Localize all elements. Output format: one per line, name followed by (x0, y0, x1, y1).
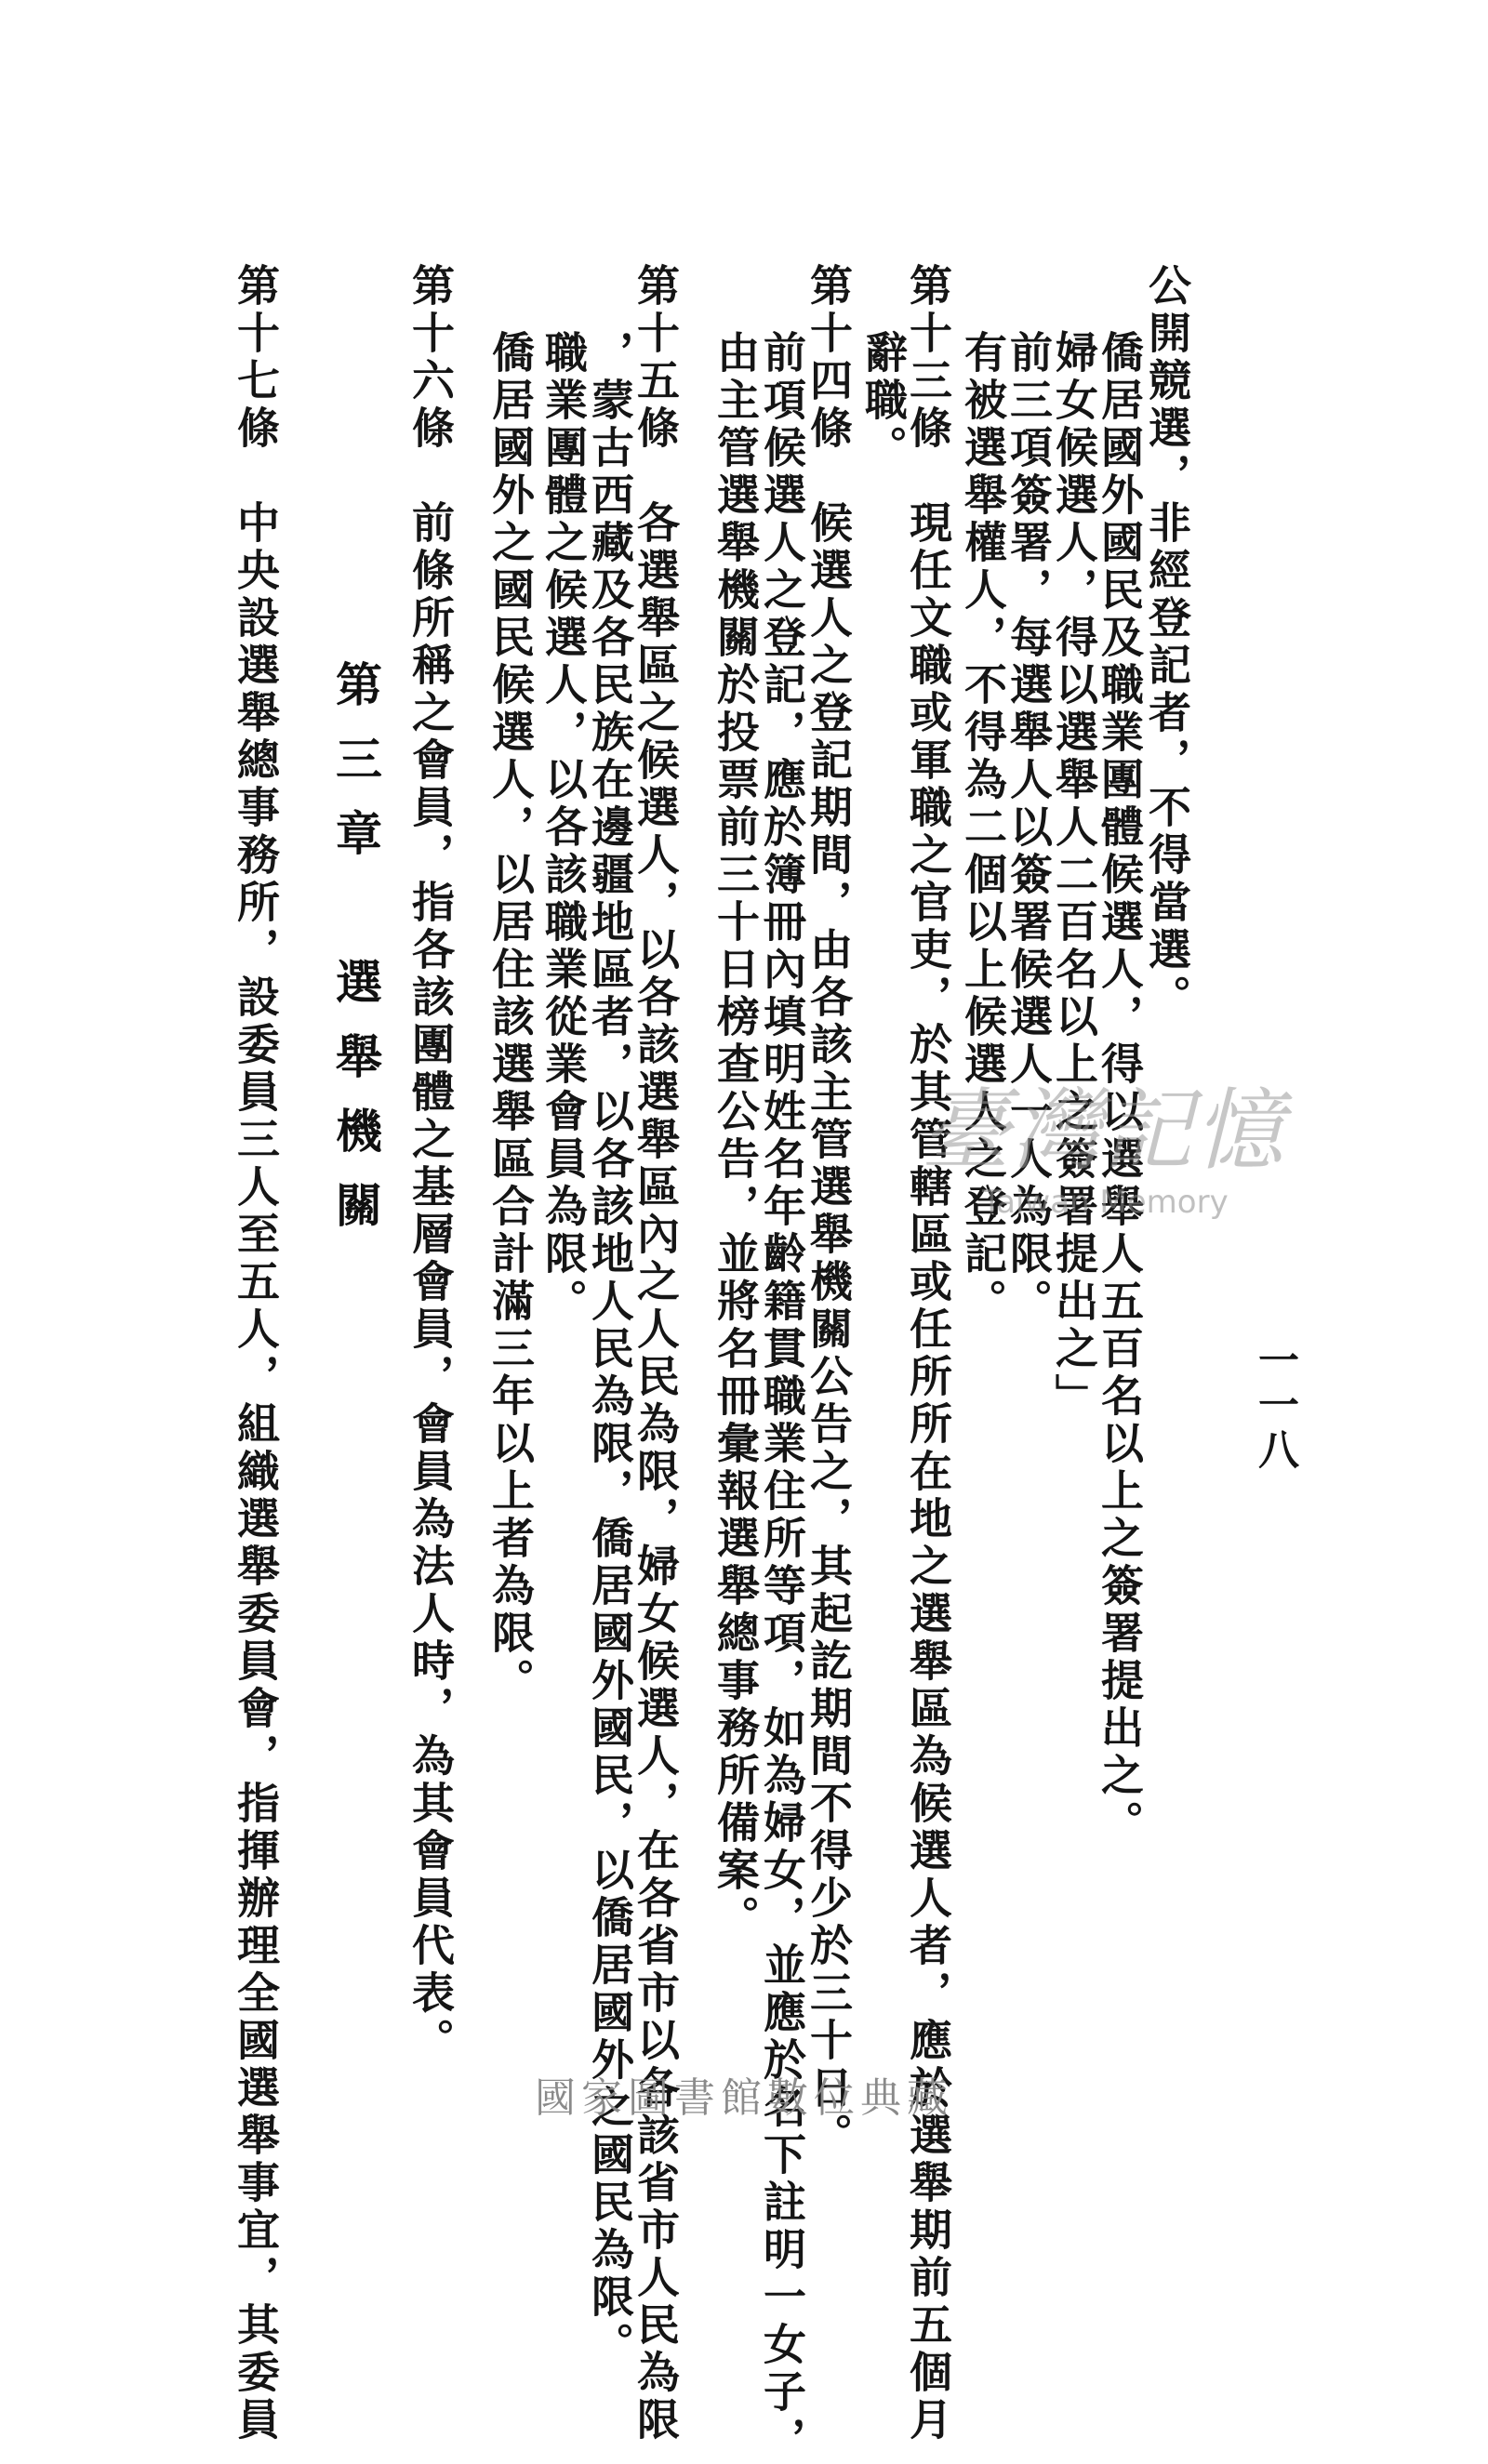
article-13: 第十三條 現任文職或軍職之官吏，於其管轄區或任所所在地之選舉區為候選人者，應於選舉期前五個月 (903, 263, 953, 2444)
watermark-chars: 臺灣記憶 (921, 1079, 1285, 1183)
watermark-logo (921, 1060, 1285, 1255)
text-column: 公開競選，非經登記者，不得當選。 (1142, 263, 1192, 1022)
text-column: ，蒙古西藏及各民族在邊疆地區者，以各該地人民為限，僑居國外國民，以僑居國外之國民為限。 (585, 330, 635, 2369)
article-15: 第十五條 各選舉區之候選人，以各該選舉區內之人民為限，婦女候選人，在各省市以各該省市人民為限 (631, 263, 681, 2444)
text-column: 前項候選人之登記，應於簿冊內填明姓名年齡籍貫職業住所等項，如為婦女，並應於名下註明一女子， (757, 330, 807, 2464)
chapter-heading: 第三章 選舉機關 (328, 660, 383, 1255)
article-14: 第十四條 候選人之登記期間，由各該主管選舉機關公告之，其起訖期間不得少於三十日。 (804, 263, 854, 2160)
page-number: 一一八 (1251, 1339, 1298, 1473)
article-17: 第十七條 中央設選舉總事務所，設委員三人至五人，組織選舉委員會，指揮辦理全國選舉事宜，其委員 (231, 263, 281, 2444)
text-column: 由主管選舉機關於投票前三十日榜查公告，並將名冊彙報選舉總事務所備案。 (711, 330, 761, 1942)
text-column: 前三項簽署，每選舉人以簽署候選人一人為限。 (1003, 330, 1054, 1326)
text-column: 婦女候選人，得以選舉人二百名以上之簽署提出之」 (1049, 330, 1099, 1421)
text-column: 僑居國外國民及職業團體候選人，得以選舉人五百名以上之簽署提出之。 (1095, 330, 1145, 1848)
text-column: 辭職。 (858, 330, 909, 472)
text-column: 職業團體之候選人，以各該職業從業會員為限。 (538, 330, 589, 1326)
footer-caption: 國家圖書館數位典藏 (535, 2074, 953, 2122)
text-column: 有被選舉權人，不得為二個以上候選人之登記。 (958, 330, 1008, 1326)
watermark-english: Taiwan Memory (982, 1184, 1229, 1221)
text-column: 僑居國外之國民候選人，以居住該選舉區合計滿三年以上者為限。 (485, 330, 536, 1705)
article-16: 第十六條 前條所稱之會員，指各該團體之基層會員，會員為法人時，為其會員代表。 (405, 263, 456, 2065)
